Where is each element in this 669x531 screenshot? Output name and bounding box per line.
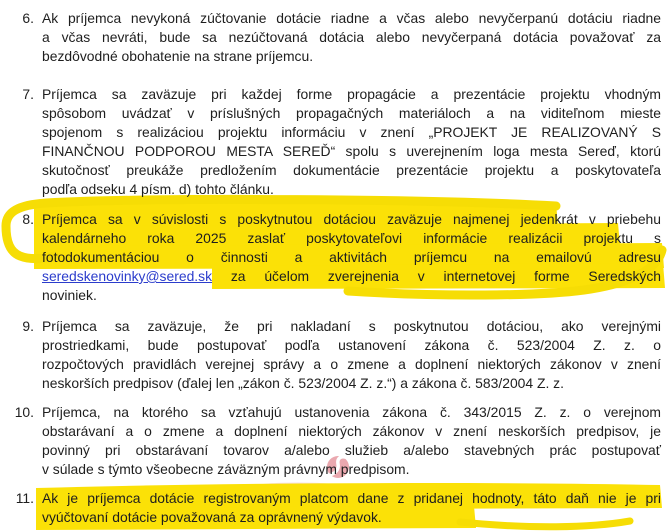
- text-line: [42, 210, 661, 229]
- item-number: 8.: [22, 211, 34, 227]
- text-line: [42, 229, 661, 248]
- text-line: [42, 489, 661, 508]
- text-line: [42, 85, 661, 104]
- text-segment: Ak je príjemca dotácie registrovaným platcom dane z pridanej hodnoty, táto daň nie je pri: [42, 490, 661, 506]
- text-segment: fotodokumentáciou o činnosti a aktivitách príjemcu na emailovú adresu: [42, 249, 661, 265]
- item-number: 9.: [22, 318, 34, 334]
- text-line: [42, 286, 661, 305]
- text-segment: skutočnosť preukáže predložením dokumentácie prezentácie projektu a poskytovateľa: [42, 162, 661, 178]
- text-line: [42, 161, 661, 180]
- text-segment: spojenom s realizáciou projektu informáciu v znení „PROJEKT JE REALIZOVANÝ S: [42, 124, 661, 140]
- text-line: [42, 267, 661, 286]
- text-line: [42, 460, 661, 479]
- email-link[interactable]: seredskenovinky@sered.sk: [42, 268, 213, 284]
- item-text: [42, 9, 661, 66]
- item-number: 7.: [22, 86, 34, 102]
- text-segment: Príjemca sa zaväzuje pri každej forme propagácie a prezentácie projektu vhodným: [42, 86, 661, 102]
- text-line: [42, 9, 661, 28]
- text-segment: v súlade s týmto všeobecne záväzným právnym predpisom.: [42, 461, 410, 477]
- item-text: [42, 403, 661, 479]
- text-segment: Príjemca sa v súvislosti s poskytnutou dotáciou zaväzuje najmenej jedenkrát v priebehu: [42, 211, 661, 227]
- text-segment: vyúčtovaní dotácie považovaná za oprávnený výdavok.: [42, 509, 382, 525]
- text-segment: spôsobom uvádzať v príslušných propagačných materiáloch a na viditeľnom mieste: [42, 105, 661, 121]
- text-segment: obstarávaní a o zmene a doplnení niektorých zákonov v znení neskorších predpisov, je: [42, 423, 661, 439]
- item-text: [42, 85, 661, 199]
- text-line: [42, 336, 661, 355]
- text-segment: povinný pri obstarávaní tovarov a/alebo služieb a/alebo stavebných prác postupovať: [42, 442, 661, 458]
- text-line: [42, 123, 661, 142]
- item-text: [42, 317, 661, 393]
- text-line: [42, 317, 661, 336]
- text-segment: FINANČNOU PODPOROU MESTA SEREĎ“ spolu s uverejnením loga mesta Sereď, ktorú: [42, 143, 661, 159]
- item-text: [42, 210, 661, 305]
- text-line: [42, 508, 661, 527]
- list-item-7: [0, 85, 669, 199]
- list-item-10: [0, 403, 669, 479]
- text-segment: neskorších predpisov (ďalej len „zákon č. 523/2004 Z. z.“) a zákona č. 583/2004 Z. z.: [42, 375, 564, 391]
- item-number: 11.: [15, 490, 34, 506]
- text-line: [42, 180, 661, 199]
- text-line: [42, 248, 661, 267]
- text-segment: Príjemca, na ktorého sa vzťahujú ustanovenia zákona č. 343/2015 Z. z. o verejnom: [42, 404, 661, 420]
- list-item-11: [0, 489, 669, 527]
- text-line: [42, 422, 661, 441]
- item-number: 10.: [14, 404, 34, 420]
- item-number: 6.: [22, 10, 34, 26]
- item-text: [42, 489, 661, 527]
- text-segment: bezdôvodné obohatenie na strane príjemcu.: [42, 48, 314, 64]
- text-line: [42, 355, 661, 374]
- text-segment: Príjemca sa zaväzuje, že pri nakladaní s poskytnutou dotáciou, ako verejnými: [42, 318, 661, 334]
- text-line: [42, 47, 661, 66]
- text-line: [42, 441, 661, 460]
- text-segment: podľa odseku 4 písm. d) tohto článku.: [42, 181, 274, 197]
- text-segment: Ak príjemca nevykoná zúčtovanie dotácie riadne a včas alebo nevyčerpanú dotáciu riadne: [42, 10, 661, 26]
- text-segment: prostriedkami, bude postupovať podľa ustanovení zákona č. 523/2004 Z. z. o: [42, 337, 661, 353]
- text-line: [42, 403, 661, 422]
- list-item-6: [0, 9, 669, 66]
- list-item-9: [0, 317, 669, 393]
- text-segment: kalendárneho roka 2025 zaslať poskytovateľovi informácie realizácii projektu s: [42, 230, 661, 246]
- text-segment: noviniek.: [42, 287, 97, 303]
- text-line: [42, 374, 661, 393]
- text-segment: rozpočtových pravidlách verejnej správy a o zmene a doplnení niektorých zákonov v znení: [42, 356, 661, 372]
- text-line: [42, 104, 661, 123]
- text-segment: za účelom zverejnenia v internetovej forme Seredských: [212, 268, 661, 284]
- list-item-8: [0, 210, 669, 305]
- text-line: [42, 28, 661, 47]
- text-line: [42, 142, 661, 161]
- text-segment: a včas nevráti, bude sa nezúčtovaná dotácia alebo nevyčerpaná dotácia považovať za: [42, 29, 661, 45]
